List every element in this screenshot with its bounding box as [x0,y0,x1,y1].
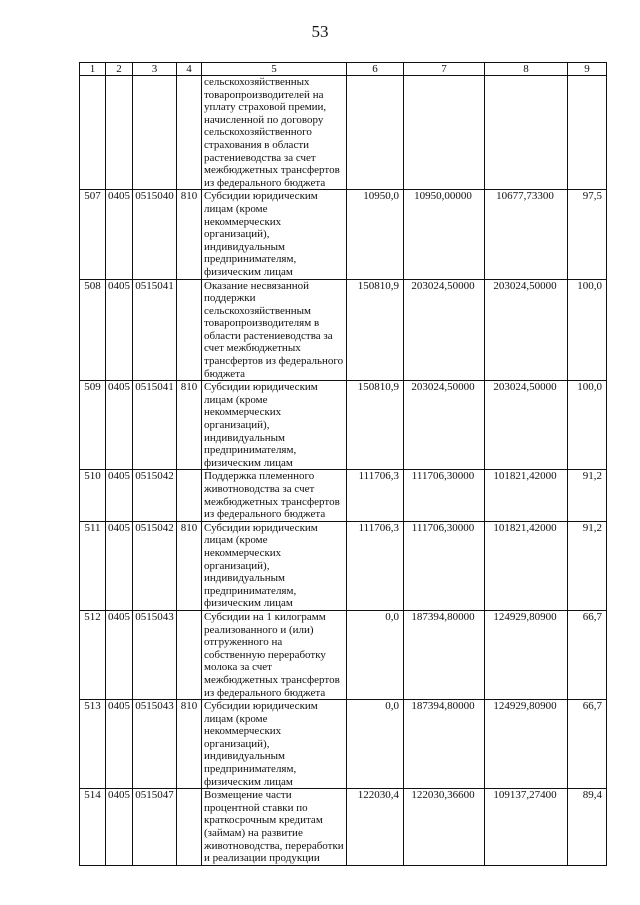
value-col7-cell: 203024,50000 [404,279,485,381]
header-cell: 1 [80,63,106,76]
target-article-cell: 0515043 [133,610,177,699]
expense-type-cell: 810 [177,381,202,470]
table-row [80,76,607,190]
item-name-cell: Поддержка племенного животноводства за счет межбюджетных трансфертов из федерального бюджета [202,470,347,521]
section-code-cell: 0405 [106,470,133,521]
value-col8-cell: 101821,42000 [485,521,568,610]
item-name-cell: Возмещение части процентной ставки по краткосрочным кредитам (займам) на развитие животноводства, переработки и реализации продукции [202,789,347,866]
value-col6-cell: 150810,9 [347,381,404,470]
target-article-cell: 0515041 [133,279,177,381]
value-col7-cell: 10950,00000 [404,190,485,279]
header-cell: 8 [485,63,568,76]
expense-type-cell [177,470,202,521]
value-col6-cell: 122030,4 [347,789,404,866]
target-article-cell: 0515042 [133,470,177,521]
value-col7-cell: 203024,50000 [404,381,485,470]
section-code-cell: 0405 [106,279,133,381]
percent-cell: 66,7 [568,700,607,789]
expense-type-cell [177,76,202,190]
percent-cell: 66,7 [568,610,607,699]
percent-cell: 89,4 [568,789,607,866]
header-cell: 6 [347,63,404,76]
value-col6-cell: 0,0 [347,700,404,789]
value-col8-cell: 109137,27400 [485,789,568,866]
section-code-cell [106,76,133,190]
row-number-cell: 508 [80,279,106,381]
value-col7-cell: 187394,80000 [404,700,485,789]
table-row [80,279,607,381]
value-col8-cell: 10677,73300 [485,190,568,279]
table-row [80,190,607,279]
target-article-cell: 0515040 [133,190,177,279]
target-article-cell: 0515042 [133,521,177,610]
section-code-cell: 0405 [106,789,133,866]
header-cell: 5 [202,63,347,76]
header-cell: 3 [133,63,177,76]
header-cell: 4 [177,63,202,76]
item-name-cell: сельскохозяйственных товаропроизводителей на уплату страховой премии, начисленной по договору сельскохозяйственного страхования в области растениеводства за счет межбюджетных трансфертов из федерального бюджета [202,76,347,190]
expense-type-cell [177,789,202,866]
page-number: 53 [311,22,329,41]
row-number-cell: 509 [80,381,106,470]
table-row [80,789,607,866]
header-cell: 7 [404,63,485,76]
expense-type-cell: 810 [177,700,202,789]
expense-type-cell: 810 [177,521,202,610]
value-col6-cell: 111706,3 [347,470,404,521]
value-col7-cell: 122030,36600 [404,789,485,866]
expense-type-cell [177,279,202,381]
target-article-cell: 0515041 [133,381,177,470]
percent-cell: 91,2 [568,470,607,521]
item-name-cell: Субсидии юридическим лицам (кроме некоммерческих организаций), индивидуальным предпринимателям, физическим лицам [202,190,347,279]
value-col8-cell: 124929,80900 [485,610,568,699]
value-col8-cell: 124929,80900 [485,700,568,789]
value-col6-cell: 0,0 [347,610,404,699]
value-col6-cell: 111706,3 [347,521,404,610]
value-col6-cell [347,76,404,190]
value-col6-cell: 150810,9 [347,279,404,381]
value-col8-cell [485,76,568,190]
value-col7-cell: 111706,30000 [404,521,485,610]
row-number-cell: 514 [80,789,106,866]
row-number-cell: 507 [80,190,106,279]
row-number-cell: 513 [80,700,106,789]
value-col8-cell: 203024,50000 [485,279,568,381]
percent-cell: 97,5 [568,190,607,279]
expense-type-cell [177,610,202,699]
header-cell: 2 [106,63,133,76]
table-row [80,521,607,610]
item-name-cell: Субсидии юридическим лицам (кроме некоммерческих организаций), индивидуальным предпринимателям, физическим лицам [202,700,347,789]
item-name-cell: Субсидии юридическим лицам (кроме некоммерческих организаций), индивидуальным предпринимателям, физическим лицам [202,381,347,470]
row-number-cell [80,76,106,190]
table-row [80,700,607,789]
item-name-cell: Оказание несвязанной поддержки сельскохозяйственным товаропроизводителям в области растениеводства за счет межбюджетных трансфертов из федерального бюджета [202,279,347,381]
percent-cell: 100,0 [568,381,607,470]
row-number-cell: 512 [80,610,106,699]
percent-cell: 100,0 [568,279,607,381]
section-code-cell: 0405 [106,521,133,610]
value-col6-cell: 10950,0 [347,190,404,279]
section-code-cell: 0405 [106,381,133,470]
value-col7-cell: 111706,30000 [404,470,485,521]
target-article-cell: 0515047 [133,789,177,866]
value-col7-cell [404,76,485,190]
value-col8-cell: 203024,50000 [485,381,568,470]
item-name-cell: Субсидии на 1 килограмм реализованного и (или) отгруженного на собственную переработку молока за счет межбюджетных трансфертов из федерального бюджета [202,610,347,699]
percent-cell: 91,2 [568,521,607,610]
budget-table [79,62,607,866]
value-col7-cell: 187394,80000 [404,610,485,699]
table-row [80,470,607,521]
section-code-cell: 0405 [106,190,133,279]
row-number-cell: 510 [80,470,106,521]
table-row [80,381,607,470]
table-header-row [80,63,607,76]
header-cell: 9 [568,63,607,76]
item-name-cell: Субсидии юридическим лицам (кроме некоммерческих организаций), индивидуальным предпринимателям, физическим лицам [202,521,347,610]
percent-cell [568,76,607,190]
section-code-cell: 0405 [106,610,133,699]
expense-type-cell: 810 [177,190,202,279]
section-code-cell: 0405 [106,700,133,789]
row-number-cell: 511 [80,521,106,610]
value-col8-cell: 101821,42000 [485,470,568,521]
target-article-cell: 0515043 [133,700,177,789]
table-row [80,610,607,699]
target-article-cell [133,76,177,190]
